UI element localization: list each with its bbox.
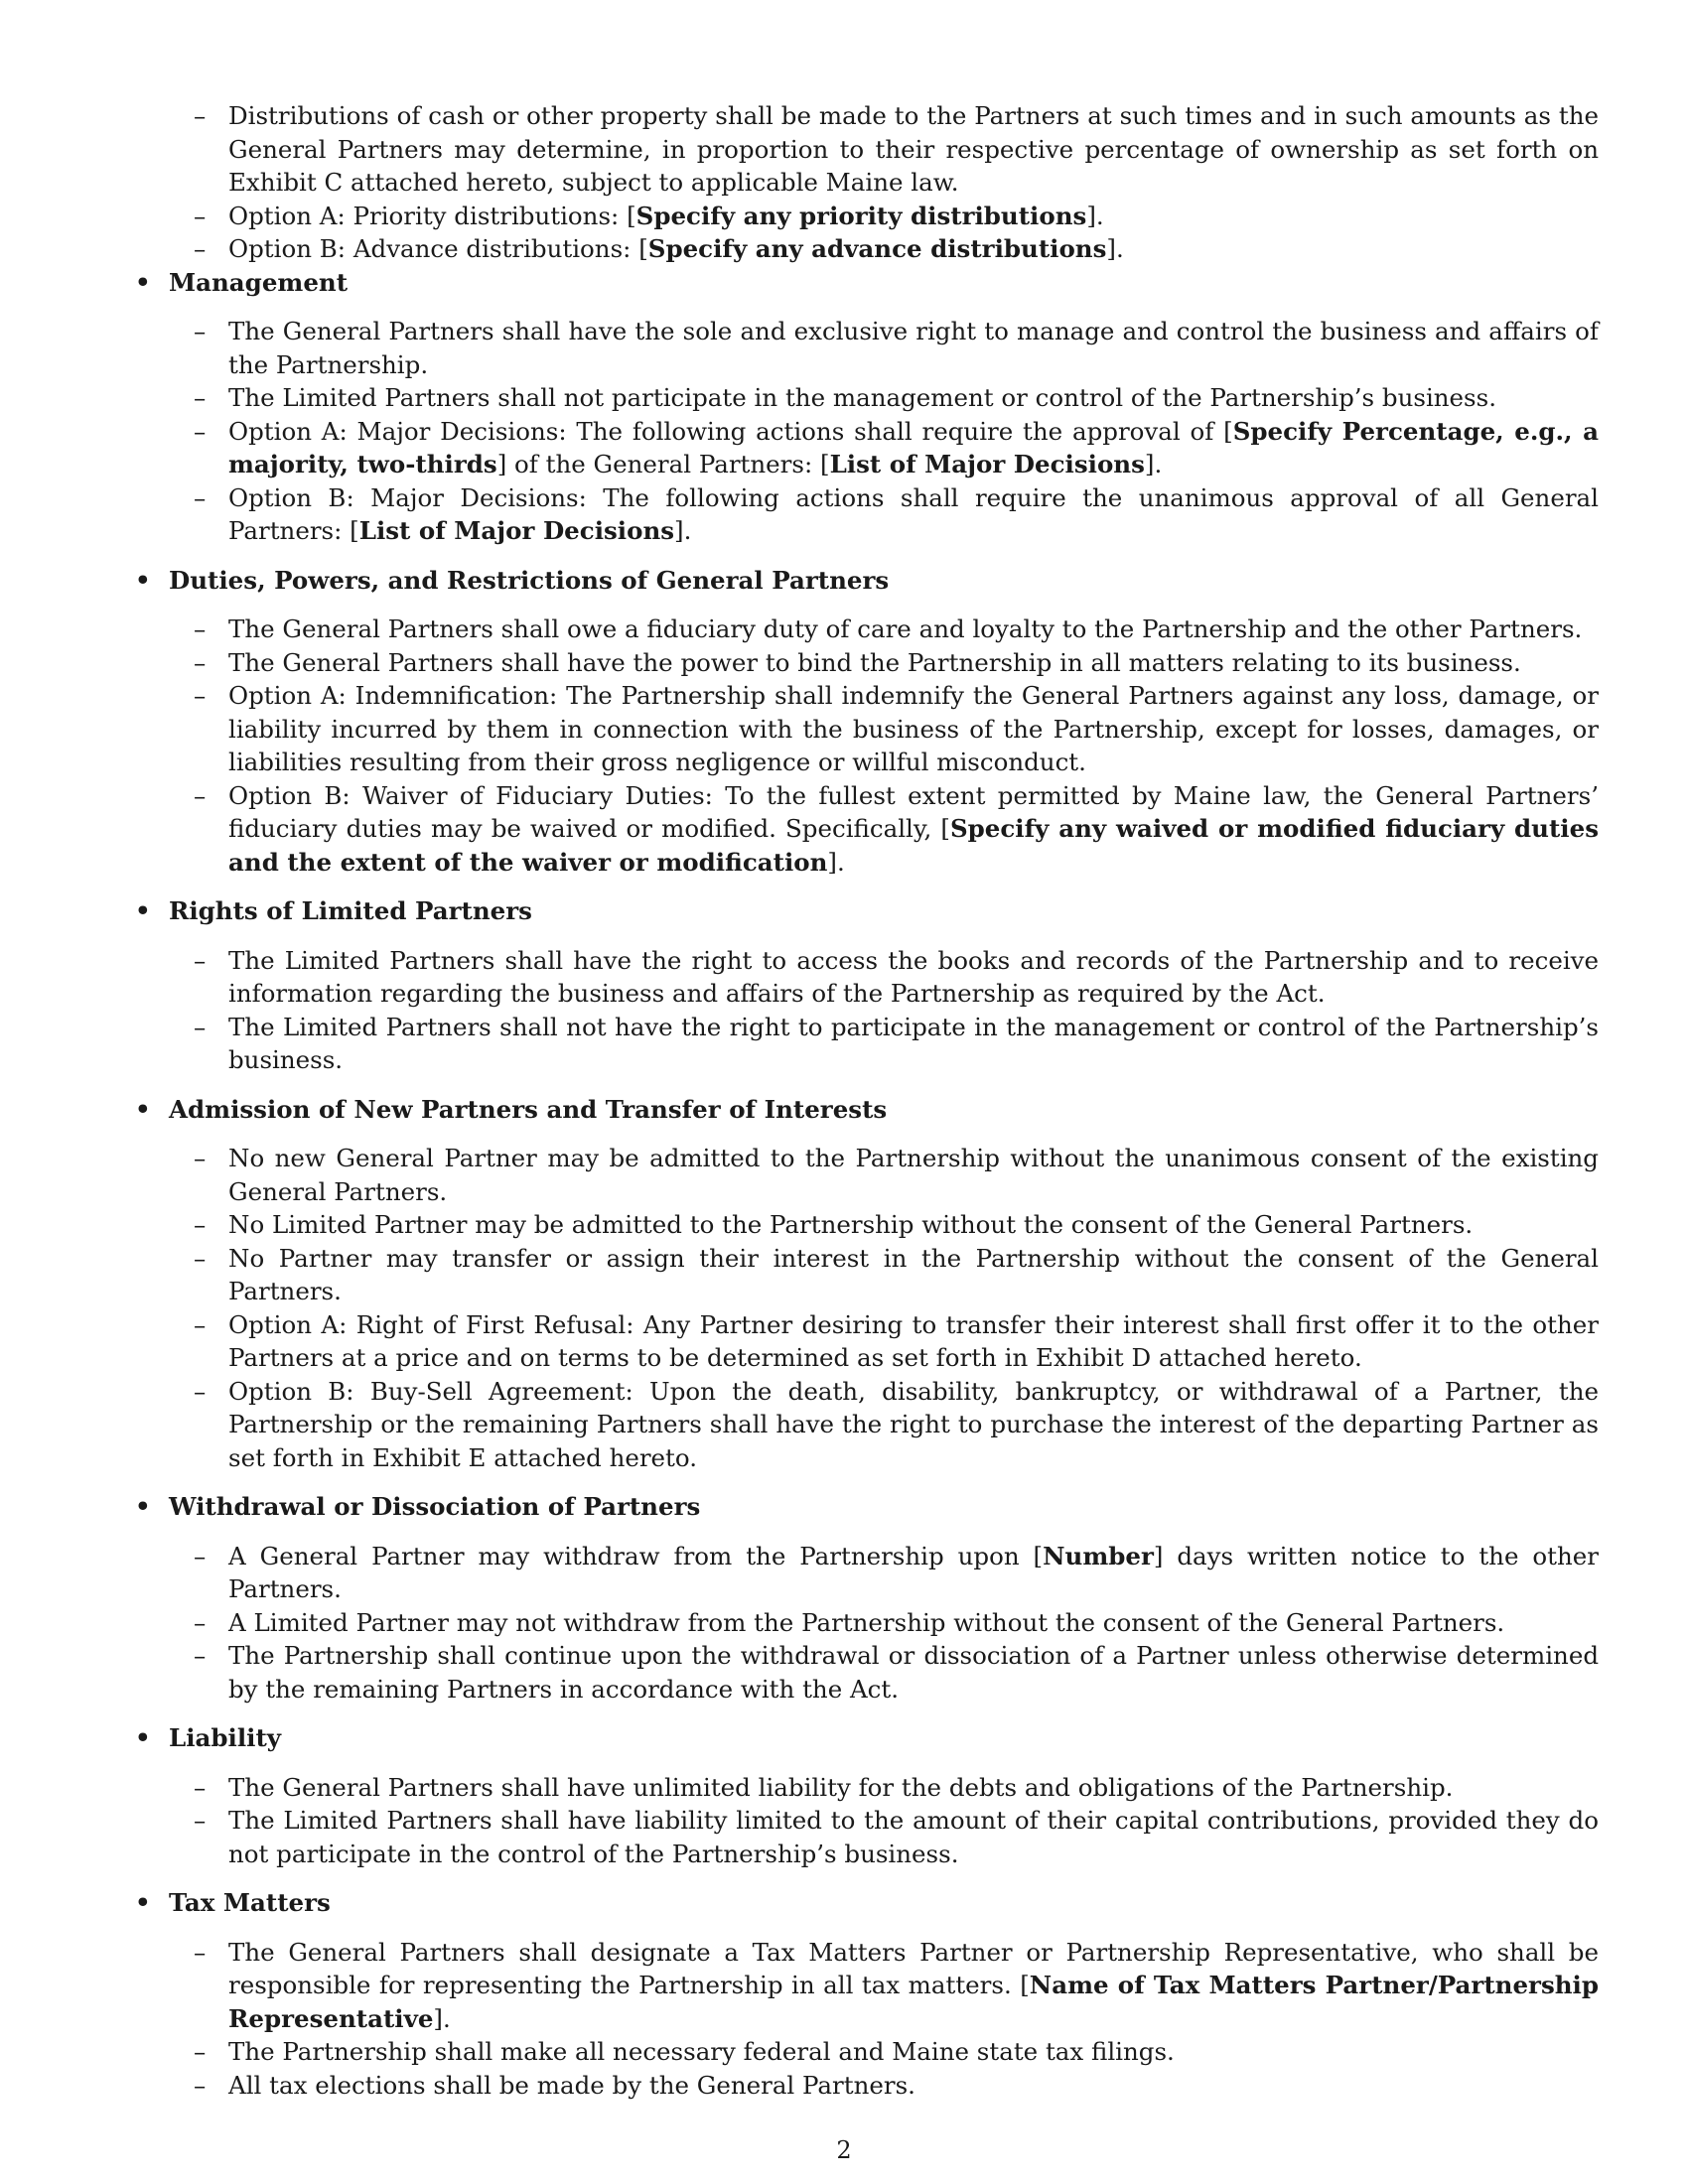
dash-marker: – — [194, 1376, 207, 1406]
list-item — [169, 481, 1599, 548]
clause-text: Option A: Indemnification: The Partnership shall indemnify the General Partners against any loss, damage, or liability incurred by them in connection with the business of the Partnership, except for losses, damages, or liabilities resulting from their gross negligence or willful misconduct. — [228, 681, 1599, 776]
clause-text: The Partnership shall continue upon the withdrawal or dissociation of a Partner unless otherwise determined by the remaining Partners in accordance with the Act. — [228, 1641, 1599, 1704]
clause-text: ]. — [827, 847, 845, 877]
placeholder-text: Specify any waived or modified fiduciary duties and the extent of the waiver or modification — [228, 814, 1599, 877]
list-item — [169, 1606, 1599, 1640]
section-heading: Tax Matters — [169, 1888, 331, 1917]
clause-text: ] of the General Partners: [ — [496, 450, 830, 478]
dash-marker: – — [194, 383, 207, 412]
clause-text: The General Partners shall have the sole and exclusive right to manage and control the business and affairs of the Partnership. — [228, 317, 1599, 379]
clause-text: The Limited Partners shall not participate in the management or control of the Partnership’s business. — [228, 383, 1496, 412]
dash-marker: – — [194, 1772, 207, 1802]
clause-list — [169, 1771, 1599, 1871]
placeholder-text: Specify any advance distributions — [647, 234, 1107, 263]
list-item — [129, 200, 1599, 233]
distribution-clause-list — [129, 99, 1599, 266]
dash-marker: – — [194, 1937, 207, 1967]
section — [129, 1490, 1599, 1706]
clause-text: The Limited Partners shall have liability limited to the amount of their capital contributions, provided they do not participate in the control of the Partnership’s business. — [228, 1806, 1599, 1868]
list-item — [169, 1375, 1599, 1475]
bullet-marker: • — [135, 1723, 151, 1752]
section — [129, 266, 1599, 548]
clause-text: The General Partners shall have unlimited liability for the debts and obligations of the Partnership. — [228, 1772, 1454, 1802]
section — [129, 1721, 1599, 1870]
placeholder-text: Specify Percentage, e.g., a majority, two-thirds — [228, 416, 1599, 478]
clause-text: Distributions of cash or other property shall be made to the Partners at such times and in such amounts as the General Partners may determine, in proportion to their respective percentage of ownership as set forth on Exhibit C attached hereto, subject to applicable Maine law. — [228, 101, 1599, 197]
dash-marker: – — [194, 416, 207, 446]
bullet-marker: • — [135, 1492, 151, 1521]
dash-marker: – — [194, 482, 207, 512]
dash-marker: – — [194, 2070, 207, 2100]
dash-marker: – — [194, 2037, 207, 2066]
section-heading: Liability — [169, 1723, 282, 1752]
clause-text: Option B: Waiver of Fiduciary Duties: To the fullest extent permitted by Maine law, the General Partners’ fiduciary duties may be waived or modified. Specifically, [ — [228, 780, 1599, 843]
dash-marker: – — [194, 1541, 207, 1570]
document-body — [129, 99, 1599, 2102]
dash-marker: – — [194, 945, 207, 975]
clause-text: No Partner may transfer or assign their interest in the Partnership without the consent of the General Partners. — [228, 1243, 1599, 1305]
clause-text: Option B: Advance distributions: [ — [228, 234, 648, 263]
bullet-marker: • — [135, 1094, 151, 1124]
clause-text: A Limited Partner may not withdraw from the Partnership without the consent of the General Partners. — [228, 1607, 1505, 1637]
list-item — [169, 415, 1599, 481]
clause-text: ]. — [1106, 234, 1124, 263]
clause-text: No Limited Partner may be admitted to the Partnership without the consent of the General Partners. — [228, 1210, 1474, 1239]
clause-text: The General Partners shall have the power to bind the Partnership in all matters relating to its business. — [228, 647, 1521, 677]
clause-text: ]. — [433, 2003, 451, 2033]
dash-marker: – — [194, 317, 207, 345]
clause-text: The Limited Partners shall have the right to access the books and records of the Partnership and to receive information regarding the business and affairs of the Partnership as required by the Act. — [228, 945, 1599, 1008]
bullet-marker: • — [135, 896, 151, 925]
list-item — [169, 944, 1599, 1011]
list-item — [169, 646, 1599, 680]
placeholder-text: List of Major Decisions — [829, 450, 1145, 478]
list-item — [169, 1771, 1599, 1805]
list-item — [169, 315, 1599, 381]
clause-list — [169, 1540, 1599, 1706]
page-number: 2 — [836, 2136, 852, 2164]
list-item — [169, 779, 1599, 880]
clause-text: ]. — [674, 516, 692, 545]
list-item — [169, 1308, 1599, 1375]
dash-marker: – — [194, 681, 207, 710]
list-item — [169, 1208, 1599, 1242]
clause-text: The General Partners shall owe a fiduciary duty of care and loyalty to the Partnership and the other Partners. — [228, 614, 1583, 643]
list-item — [169, 613, 1599, 646]
clause-list — [169, 1142, 1599, 1474]
list-item — [169, 2035, 1599, 2069]
section — [129, 1886, 1599, 2102]
dash-marker: – — [194, 1607, 207, 1637]
clause-list — [169, 1936, 1599, 2103]
list-item — [129, 232, 1599, 266]
list-item — [169, 1639, 1599, 1706]
section — [129, 894, 1599, 1077]
dash-marker: – — [194, 1641, 207, 1670]
section-heading: Withdrawal or Dissociation of Partners — [169, 1492, 701, 1521]
section-heading: Admission of New Partners and Transfer of Interests — [169, 1094, 888, 1124]
clause-text: A General Partner may withdraw from the Partnership upon [ — [228, 1541, 1044, 1570]
clause-text: ]. — [1144, 450, 1163, 478]
dash-marker: – — [194, 647, 207, 677]
clause-text: Option A: Priority distributions: [ — [228, 201, 636, 230]
list-item — [169, 1242, 1599, 1308]
clause-text: The Limited Partners shall not have the right to participate in the management or control of the Partnership’s business. — [228, 1012, 1599, 1074]
dash-marker: – — [194, 614, 207, 643]
bullet-marker: • — [135, 1888, 151, 1917]
dash-marker: – — [194, 234, 207, 263]
section-heading: Management — [169, 267, 349, 297]
clause-text: Option A: Right of First Refusal: Any Partner desiring to transfer their interest shall first offer it to the other Partners at a price and on terms to be determined as set forth in Exhibit D attached hereto. — [228, 1309, 1599, 1372]
dash-marker: – — [194, 1806, 207, 1835]
dash-marker: – — [194, 1144, 207, 1172]
bullet-marker: • — [135, 565, 151, 595]
placeholder-text: List of Major Decisions — [358, 516, 675, 545]
clause-text: ] days written notice to the other Partners. — [228, 1541, 1599, 1603]
clause-text: Option B: Buy-Sell Agreement: Upon the death, disability, bankruptcy, or withdrawal of a Partner, the Partnership or the remaining Partners shall have the right to purchase the interest of the departing Partner as set forth in Exhibit E attached hereto. — [228, 1376, 1599, 1472]
clause-text: The Partnership shall make all necessary federal and Maine state tax filings. — [228, 2037, 1175, 2066]
clause-text: The General Partners shall designate a Tax Matters Partner or Partnership Representative, who shall be responsible for representing the Partnership in all tax matters. [ — [228, 1937, 1599, 1999]
dash-marker: – — [194, 1210, 207, 1239]
bullet-marker: • — [135, 267, 151, 297]
clause-list — [169, 315, 1599, 548]
list-item — [169, 1804, 1599, 1870]
placeholder-text: Number — [1043, 1541, 1154, 1570]
clause-list — [169, 613, 1599, 879]
sections-container — [129, 266, 1599, 2103]
list-item — [169, 1011, 1599, 1077]
clause-text: No new General Partner may be admitted to the Partnership without the unanimous consent of the existing General Partners. — [228, 1144, 1599, 1206]
list-item — [169, 1936, 1599, 2036]
dash-marker: – — [194, 1309, 207, 1339]
placeholder-text: Name of Tax Matters Partner/Partnership Representative — [228, 1971, 1599, 2033]
dash-marker: – — [194, 1012, 207, 1041]
list-item — [169, 1142, 1599, 1208]
clause-text: ]. — [1086, 201, 1104, 230]
dash-marker: – — [194, 780, 207, 810]
clause-text: Option A: Major Decisions: The following actions shall require the approval of [ — [228, 416, 1233, 446]
clause-list — [169, 944, 1599, 1077]
list-item — [169, 2069, 1599, 2103]
dash-marker: – — [194, 201, 207, 230]
section — [129, 1093, 1599, 1475]
list-item — [169, 679, 1599, 779]
list-item — [169, 1540, 1599, 1606]
list-item — [169, 381, 1599, 415]
clause-text: Option B: Major Decisions: The following actions shall require the unanimous approval of all General Partners: [ — [228, 482, 1599, 545]
section-heading: Rights of Limited Partners — [169, 896, 532, 925]
section — [129, 564, 1599, 880]
list-item — [129, 99, 1599, 200]
dash-marker: – — [194, 101, 207, 130]
clause-text: All tax elections shall be made by the General Partners. — [228, 2070, 915, 2100]
section-heading: Duties, Powers, and Restrictions of General Partners — [169, 565, 890, 595]
placeholder-text: Specify any priority distributions — [635, 201, 1087, 230]
dash-marker: – — [194, 1243, 207, 1273]
